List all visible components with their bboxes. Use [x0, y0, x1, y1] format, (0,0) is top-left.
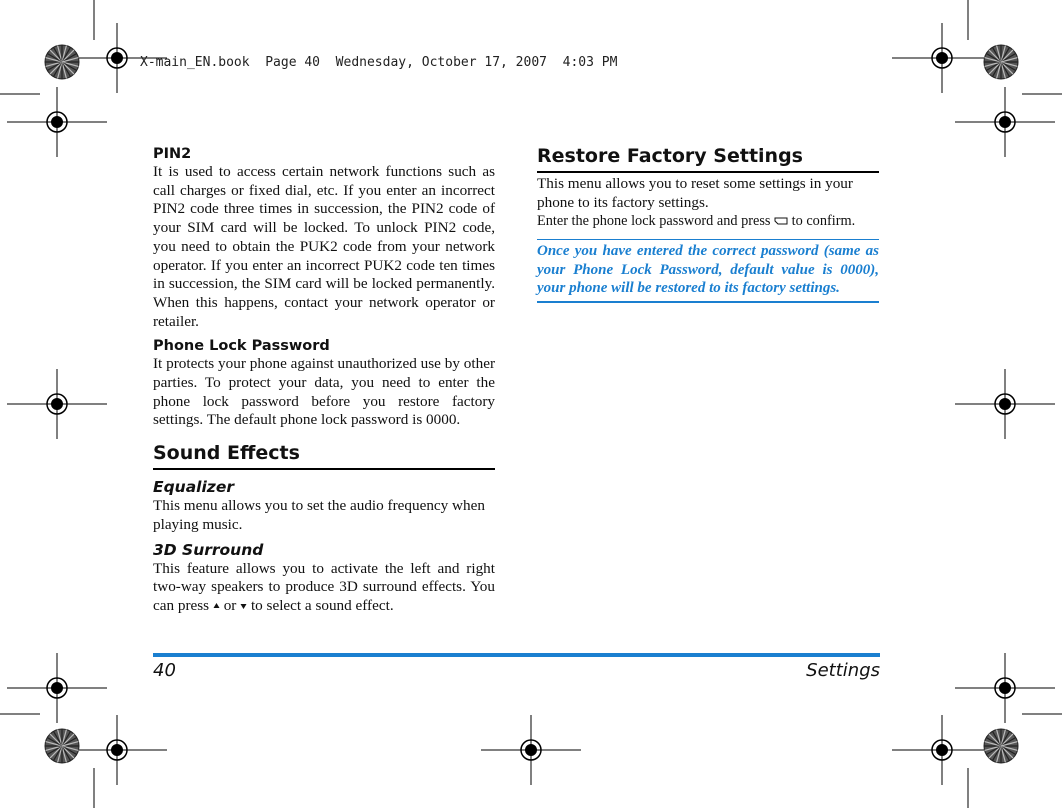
phone-lock-heading: Phone Lock Password [153, 338, 330, 355]
restore-factory-heading: Restore Factory Settings [537, 143, 879, 173]
pin2-heading: PIN2 [153, 146, 192, 162]
color-star-icon [45, 729, 79, 763]
color-star-icon [45, 45, 79, 79]
footer-section-title: Settings [806, 660, 880, 681]
restore-paragraph: This menu allows you to reset some settings in your phone to its factory settings. [537, 175, 853, 211]
surround-text-2: to select a sound effect. [250, 596, 394, 614]
confirm-paragraph [537, 212, 879, 231]
footer-rule [153, 653, 880, 657]
registration-target-icon [955, 369, 1055, 439]
pin2-paragraph: It is used to access certain network functions such as call charges or fixed dial, etc. If you enter an incorrect PIN2 code three times in succession, the PIN2 code of your SIM card will be locked. To unlock PIN2 code, you need to obtain the PUK2 code from your network operator. If you enter an incorrect PUK2 code ten times in succession, the SIM card will be locked permanently. When this happens, contact your network operator or retailer. [153, 163, 495, 330]
equalizer-heading: Equalizer [153, 478, 234, 497]
color-star-icon [984, 729, 1018, 763]
left-column [153, 145, 495, 616]
left-softkey-icon [774, 213, 788, 232]
registration-target-icon [955, 87, 1055, 157]
up-arrow-icon [213, 597, 220, 616]
registration-target-icon [892, 715, 992, 785]
sound-effects-heading: Sound Effects [153, 440, 495, 470]
phone-lock-paragraph: It protects your phone against unauthorized use by other parties. To protect your data, you need to enter the phone lock password before you restore factory settings. The default phone lock password is 0000. [153, 355, 495, 429]
color-star-icon [984, 45, 1018, 79]
registration-target-icon [67, 715, 167, 785]
print-header: X-main_EN.book Page 40 Wednesday, October 17, 2007 4:03 PM [140, 55, 618, 70]
registration-target-icon [7, 369, 107, 439]
surround-text-1: This feature allows you to activate the left and right two-way speakers to produce 3D surround effects. You can press [153, 559, 495, 614]
confirm-text-2: to confirm. [791, 213, 856, 230]
registration-target-icon [7, 87, 107, 157]
page-number: 40 [153, 660, 176, 681]
equalizer-paragraph: This menu allows you to set the audio frequency when playing music. [153, 497, 485, 533]
registration-target-icon [955, 653, 1055, 723]
right-column [537, 143, 879, 303]
surround-heading: 3D Surround [153, 540, 264, 559]
registration-target-icon [481, 715, 581, 785]
surround-paragraph [153, 560, 495, 616]
surround-or: or [223, 596, 237, 614]
confirm-text-1: Enter the phone lock password and press [537, 213, 771, 230]
restore-note: Once you have entered the correct password (same as your Phone Lock Password, default value is 0000), your phone will be restored to its factory settings. [537, 239, 879, 303]
registration-target-icon [892, 23, 992, 93]
down-arrow-icon [240, 597, 247, 616]
registration-target-icon [7, 653, 107, 723]
